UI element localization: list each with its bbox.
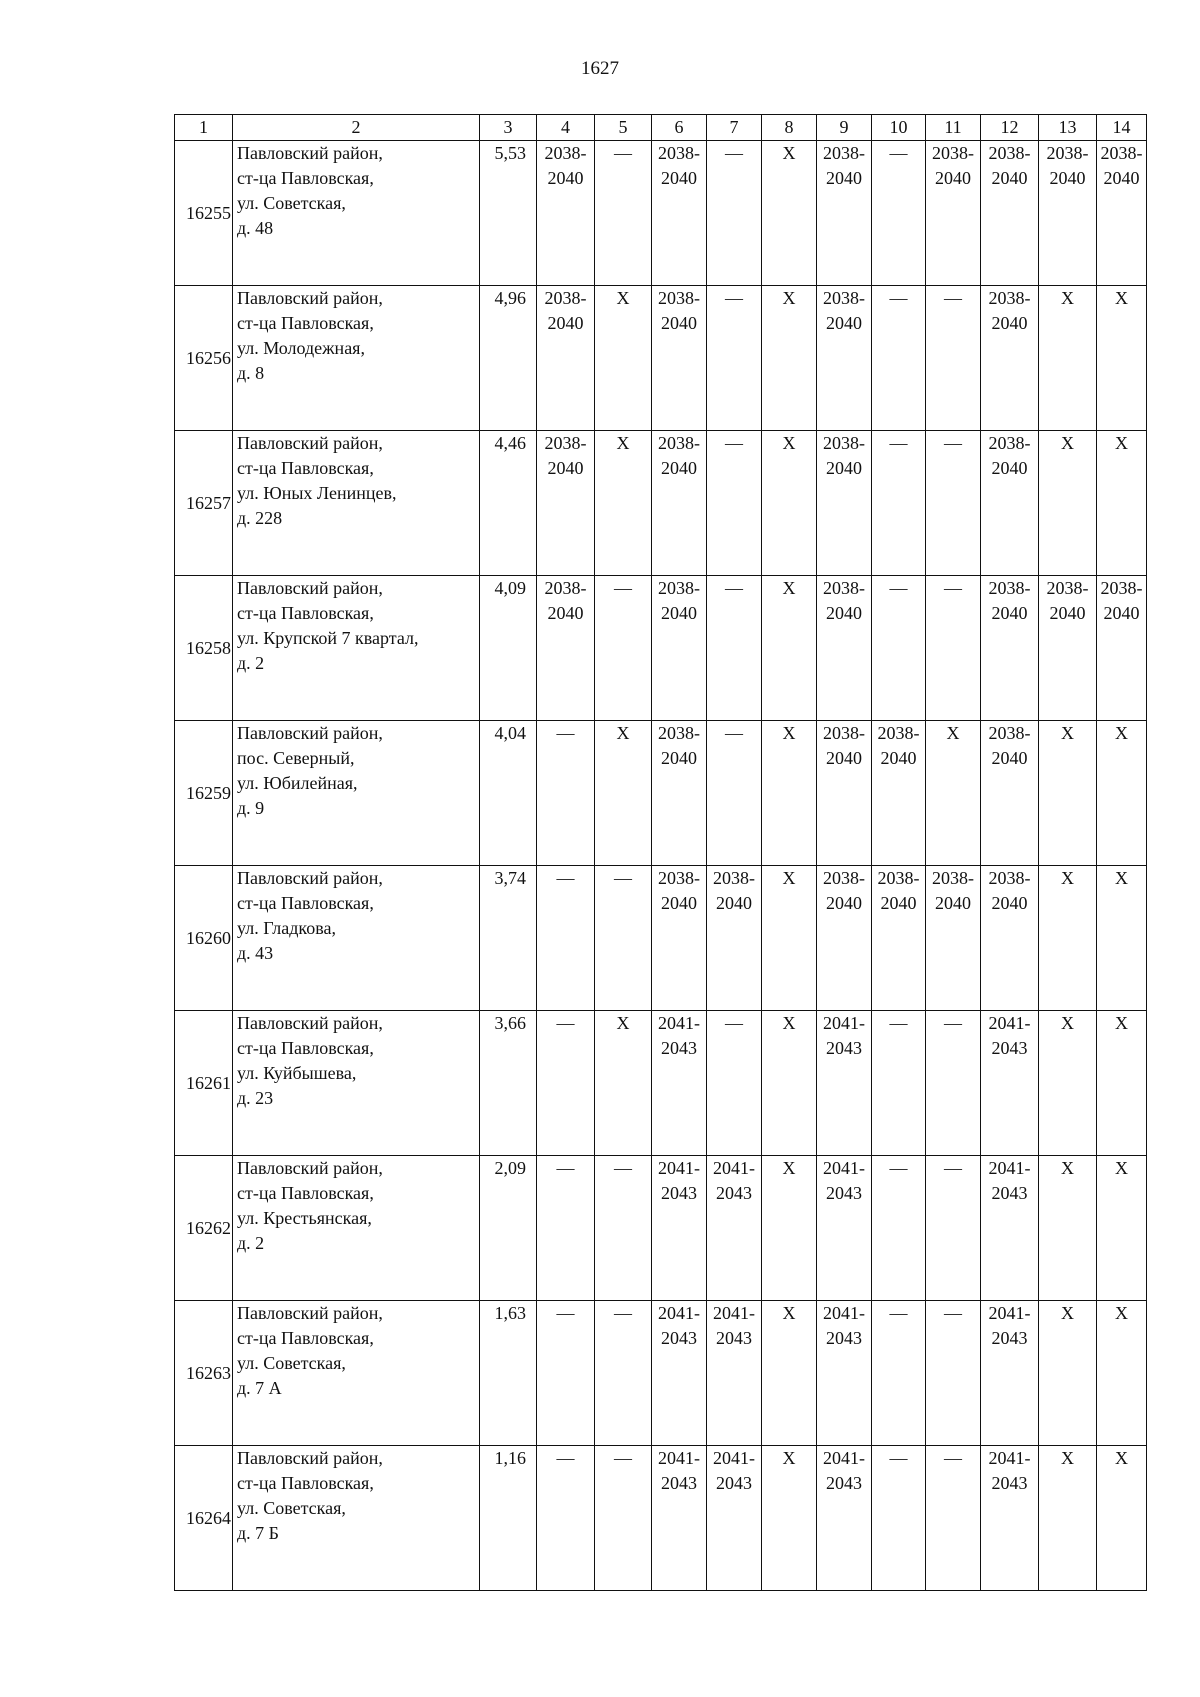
- column-number-2: 2: [233, 115, 480, 141]
- period-cell-c13: Х: [1039, 1156, 1097, 1301]
- address-cell: [233, 1301, 480, 1446]
- column-number-row: [175, 115, 1147, 141]
- period-cell-c13: Х: [1039, 1446, 1097, 1591]
- period-cell-c6: 2038- 2040: [652, 576, 707, 721]
- period-cell-c8: Х: [762, 866, 817, 1011]
- period-cell-c9: 2038- 2040: [817, 576, 872, 721]
- area-cell: 4,46: [480, 431, 537, 576]
- address-line: д. 7 А: [237, 1378, 282, 1398]
- area-cell: 1,16: [480, 1446, 537, 1591]
- period-cell-c11: —: [926, 1301, 981, 1446]
- row-number: 16263: [175, 1301, 233, 1446]
- period-cell-c7: —: [707, 721, 762, 866]
- column-number-10: 10: [872, 115, 926, 141]
- period-cell-c11: 2038- 2040: [926, 141, 981, 286]
- table-row: [175, 1011, 1147, 1156]
- period-cell-c8: Х: [762, 141, 817, 286]
- period-cell-c12: 2038- 2040: [981, 866, 1039, 1011]
- period-cell-c12: 2038- 2040: [981, 431, 1039, 576]
- period-cell-c9: 2041- 2043: [817, 1446, 872, 1591]
- address-line: Павловский район,: [237, 723, 383, 743]
- table-row: [175, 866, 1147, 1011]
- address-line: д. 48: [237, 218, 274, 238]
- period-cell-c7: —: [707, 1011, 762, 1156]
- period-cell-c8: Х: [762, 1301, 817, 1446]
- period-cell-c14: Х: [1097, 721, 1147, 866]
- period-cell-c9: 2041- 2043: [817, 1156, 872, 1301]
- period-cell-c10: —: [872, 576, 926, 721]
- column-number-1: 1: [175, 115, 233, 141]
- period-cell-c11: —: [926, 286, 981, 431]
- address-line: д. 8: [237, 363, 265, 383]
- period-cell-c6: 2038- 2040: [652, 721, 707, 866]
- period-cell-c7: 2041- 2043: [707, 1446, 762, 1591]
- address-line: Павловский район,: [237, 1448, 383, 1468]
- period-cell-c5: Х: [595, 721, 652, 866]
- period-cell-c5: —: [595, 1446, 652, 1591]
- row-number: 16255: [175, 141, 233, 286]
- period-cell-c4: —: [537, 866, 595, 1011]
- period-cell-c5: —: [595, 141, 652, 286]
- address-line: ул. Советская,: [237, 1498, 346, 1518]
- period-cell-c13: Х: [1039, 286, 1097, 431]
- period-cell-c7: 2038- 2040: [707, 866, 762, 1011]
- address-line: д. 43: [237, 943, 274, 963]
- period-cell-c4: —: [537, 1446, 595, 1591]
- period-cell-c13: Х: [1039, 1301, 1097, 1446]
- period-cell-c12: 2041- 2043: [981, 1446, 1039, 1591]
- address-line: д. 2: [237, 1233, 265, 1253]
- period-cell-c14: Х: [1097, 286, 1147, 431]
- column-number-7: 7: [707, 115, 762, 141]
- period-cell-c5: Х: [595, 1011, 652, 1156]
- address-line: пос. Северный,: [237, 748, 355, 768]
- table-row: [175, 1446, 1147, 1591]
- address-cell: [233, 1156, 480, 1301]
- period-cell-c11: Х: [926, 721, 981, 866]
- period-cell-c9: 2038- 2040: [817, 141, 872, 286]
- period-cell-c10: —: [872, 1446, 926, 1591]
- address-line: ул. Юных Ленинцев,: [237, 483, 397, 503]
- address-line: ст-ца Павловская,: [237, 313, 374, 333]
- address-line: ст-ца Павловская,: [237, 603, 374, 623]
- column-number-14: 14: [1097, 115, 1147, 141]
- period-cell-c10: —: [872, 141, 926, 286]
- address-line: Павловский район,: [237, 1013, 383, 1033]
- period-cell-c14: Х: [1097, 431, 1147, 576]
- period-cell-c4: 2038- 2040: [537, 286, 595, 431]
- address-cell: [233, 1446, 480, 1591]
- address-line: д. 2: [237, 653, 265, 673]
- period-cell-c13: Х: [1039, 1011, 1097, 1156]
- address-line: Павловский район,: [237, 433, 383, 453]
- period-cell-c8: Х: [762, 1011, 817, 1156]
- register-table: [174, 114, 1147, 1591]
- address-line: Павловский район,: [237, 1158, 383, 1178]
- period-cell-c10: 2038- 2040: [872, 721, 926, 866]
- row-number: 16258: [175, 576, 233, 721]
- table-row: [175, 141, 1147, 286]
- period-cell-c10: —: [872, 1011, 926, 1156]
- address-line: Павловский район,: [237, 578, 383, 598]
- address-cell: [233, 141, 480, 286]
- period-cell-c6: 2038- 2040: [652, 431, 707, 576]
- row-number: 16256: [175, 286, 233, 431]
- period-cell-c9: 2041- 2043: [817, 1301, 872, 1446]
- period-cell-c14: 2038- 2040: [1097, 576, 1147, 721]
- period-cell-c6: 2038- 2040: [652, 141, 707, 286]
- column-number-3: 3: [480, 115, 537, 141]
- period-cell-c14: Х: [1097, 1446, 1147, 1591]
- address-cell: [233, 1011, 480, 1156]
- address-line: ст-ца Павловская,: [237, 458, 374, 478]
- period-cell-c4: —: [537, 1156, 595, 1301]
- period-cell-c14: Х: [1097, 1011, 1147, 1156]
- period-cell-c9: 2038- 2040: [817, 721, 872, 866]
- column-number-12: 12: [981, 115, 1039, 141]
- period-cell-c14: Х: [1097, 1301, 1147, 1446]
- period-cell-c6: 2038- 2040: [652, 286, 707, 431]
- address-line: Павловский район,: [237, 868, 383, 888]
- period-cell-c8: Х: [762, 721, 817, 866]
- area-cell: 3,66: [480, 1011, 537, 1156]
- period-cell-c4: —: [537, 1011, 595, 1156]
- period-cell-c9: 2038- 2040: [817, 286, 872, 431]
- period-cell-c6: 2041- 2043: [652, 1446, 707, 1591]
- period-cell-c14: Х: [1097, 1156, 1147, 1301]
- period-cell-c11: —: [926, 1156, 981, 1301]
- period-cell-c6: 2041- 2043: [652, 1156, 707, 1301]
- period-cell-c10: —: [872, 431, 926, 576]
- address-line: ст-ца Павловская,: [237, 1038, 374, 1058]
- period-cell-c12: 2038- 2040: [981, 286, 1039, 431]
- column-number-9: 9: [817, 115, 872, 141]
- area-cell: 4,09: [480, 576, 537, 721]
- period-cell-c13: 2038- 2040: [1039, 141, 1097, 286]
- address-line: Павловский район,: [237, 143, 383, 163]
- period-cell-c11: —: [926, 431, 981, 576]
- period-cell-c12: 2041- 2043: [981, 1156, 1039, 1301]
- table-row: [175, 576, 1147, 721]
- column-number-4: 4: [537, 115, 595, 141]
- period-cell-c4: —: [537, 1301, 595, 1446]
- row-number: 16260: [175, 866, 233, 1011]
- address-line: ул. Крупской 7 квартал,: [237, 628, 419, 648]
- period-cell-c5: —: [595, 576, 652, 721]
- period-cell-c12: 2038- 2040: [981, 721, 1039, 866]
- address-cell: [233, 286, 480, 431]
- period-cell-c9: 2038- 2040: [817, 431, 872, 576]
- period-cell-c4: 2038- 2040: [537, 141, 595, 286]
- period-cell-c7: —: [707, 576, 762, 721]
- period-cell-c8: Х: [762, 431, 817, 576]
- area-cell: 5,53: [480, 141, 537, 286]
- period-cell-c8: Х: [762, 576, 817, 721]
- period-cell-c10: —: [872, 1156, 926, 1301]
- address-line: ул. Крестьянская,: [237, 1208, 372, 1228]
- column-number-11: 11: [926, 115, 981, 141]
- period-cell-c5: —: [595, 1301, 652, 1446]
- address-line: Павловский район,: [237, 288, 383, 308]
- period-cell-c8: Х: [762, 1446, 817, 1591]
- address-cell: [233, 431, 480, 576]
- address-line: ул. Молодежная,: [237, 338, 365, 358]
- period-cell-c12: 2038- 2040: [981, 576, 1039, 721]
- row-number: 16257: [175, 431, 233, 576]
- area-cell: 2,09: [480, 1156, 537, 1301]
- period-cell-c5: —: [595, 1156, 652, 1301]
- period-cell-c8: Х: [762, 286, 817, 431]
- address-line: ст-ца Павловская,: [237, 168, 374, 188]
- address-line: ул. Советская,: [237, 193, 346, 213]
- address-line: ул. Советская,: [237, 1353, 346, 1373]
- row-number: 16264: [175, 1446, 233, 1591]
- address-cell: [233, 721, 480, 866]
- address-line: д. 7 Б: [237, 1523, 279, 1543]
- period-cell-c5: Х: [595, 431, 652, 576]
- column-number-8: 8: [762, 115, 817, 141]
- column-number-6: 6: [652, 115, 707, 141]
- address-cell: [233, 866, 480, 1011]
- period-cell-c7: —: [707, 286, 762, 431]
- address-line: ст-ца Павловская,: [237, 1473, 374, 1493]
- period-cell-c8: Х: [762, 1156, 817, 1301]
- period-cell-c10: 2038- 2040: [872, 866, 926, 1011]
- period-cell-c5: —: [595, 866, 652, 1011]
- period-cell-c4: —: [537, 721, 595, 866]
- area-cell: 3,74: [480, 866, 537, 1011]
- table-row: [175, 1156, 1147, 1301]
- address-line: д. 23: [237, 1088, 274, 1108]
- period-cell-c11: —: [926, 1446, 981, 1591]
- address-line: Павловский район,: [237, 1303, 383, 1323]
- period-cell-c14: Х: [1097, 866, 1147, 1011]
- period-cell-c14: 2038- 2040: [1097, 141, 1147, 286]
- period-cell-c7: —: [707, 431, 762, 576]
- area-cell: 4,04: [480, 721, 537, 866]
- address-line: ул. Юбилейная,: [237, 773, 358, 793]
- period-cell-c11: —: [926, 1011, 981, 1156]
- period-cell-c10: —: [872, 1301, 926, 1446]
- address-cell: [233, 576, 480, 721]
- table-row: [175, 286, 1147, 431]
- period-cell-c12: 2041- 2043: [981, 1011, 1039, 1156]
- period-cell-c4: 2038- 2040: [537, 576, 595, 721]
- period-cell-c7: 2041- 2043: [707, 1156, 762, 1301]
- area-cell: 1,63: [480, 1301, 537, 1446]
- row-number: 16259: [175, 721, 233, 866]
- column-number-13: 13: [1039, 115, 1097, 141]
- column-number-5: 5: [595, 115, 652, 141]
- address-line: ул. Куйбышева,: [237, 1063, 357, 1083]
- period-cell-c13: 2038- 2040: [1039, 576, 1097, 721]
- area-cell: 4,96: [480, 286, 537, 431]
- period-cell-c7: 2041- 2043: [707, 1301, 762, 1446]
- table-row: [175, 431, 1147, 576]
- address-line: д. 9: [237, 798, 265, 818]
- period-cell-c13: Х: [1039, 721, 1097, 866]
- period-cell-c13: Х: [1039, 866, 1097, 1011]
- period-cell-c5: Х: [595, 286, 652, 431]
- page-number: 1627: [581, 58, 619, 79]
- table-body: [175, 115, 1147, 1591]
- address-line: ст-ца Павловская,: [237, 1183, 374, 1203]
- period-cell-c7: —: [707, 141, 762, 286]
- period-cell-c11: —: [926, 576, 981, 721]
- address-line: ул. Гладкова,: [237, 918, 336, 938]
- period-cell-c4: 2038- 2040: [537, 431, 595, 576]
- period-cell-c6: 2038- 2040: [652, 866, 707, 1011]
- row-number: 16261: [175, 1011, 233, 1156]
- period-cell-c6: 2041- 2043: [652, 1301, 707, 1446]
- period-cell-c12: 2038- 2040: [981, 141, 1039, 286]
- period-cell-c11: 2038- 2040: [926, 866, 981, 1011]
- period-cell-c12: 2041- 2043: [981, 1301, 1039, 1446]
- address-line: ст-ца Павловская,: [237, 893, 374, 913]
- period-cell-c9: 2041- 2043: [817, 1011, 872, 1156]
- table-row: [175, 1301, 1147, 1446]
- period-cell-c9: 2038- 2040: [817, 866, 872, 1011]
- period-cell-c6: 2041- 2043: [652, 1011, 707, 1156]
- address-line: д. 228: [237, 508, 283, 528]
- period-cell-c13: Х: [1039, 431, 1097, 576]
- address-line: ст-ца Павловская,: [237, 1328, 374, 1348]
- table-row: [175, 721, 1147, 866]
- period-cell-c10: —: [872, 286, 926, 431]
- row-number: 16262: [175, 1156, 233, 1301]
